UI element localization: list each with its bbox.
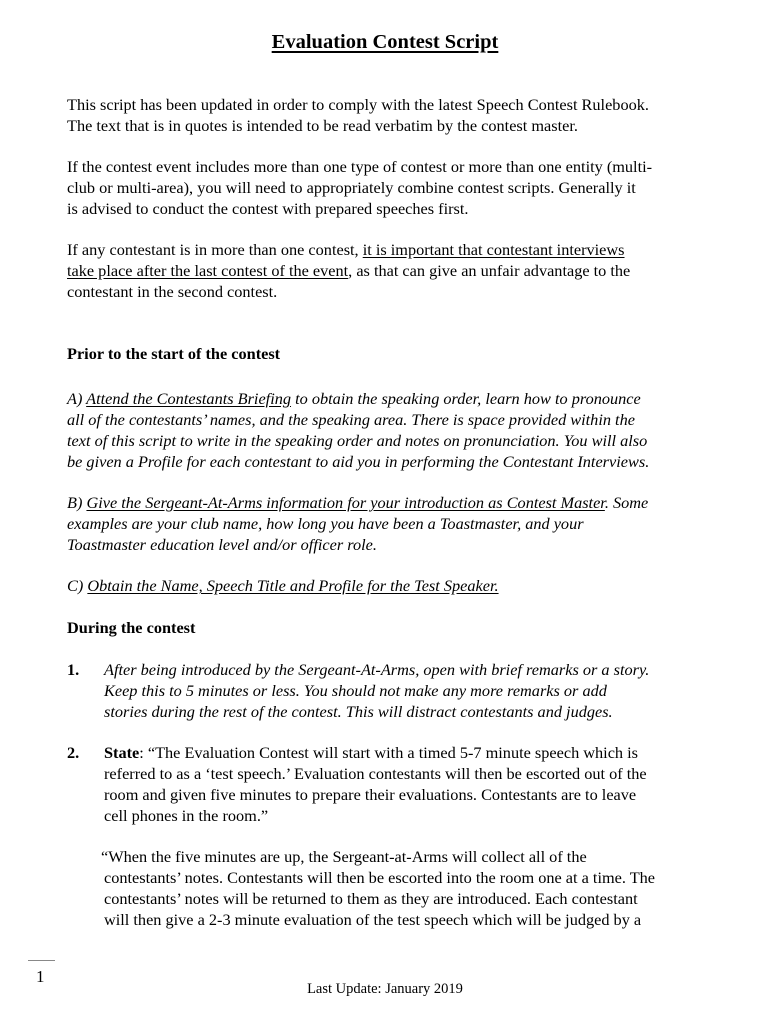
item-2-quote-line-3: contestants’ notes will be returned to them as they are introduced. Each contestant [104, 889, 638, 908]
page-number: 1 [36, 967, 45, 986]
item-2-line-3: room and given five minutes to prepare their evaluations. Contestants are to leave [104, 785, 637, 804]
item-b-line-1 [67, 495, 648, 511]
intro-p1-line-1: This script has been updated in order to comply with the latest Speech Contest Rulebook. [67, 95, 649, 114]
intro-p3-line-3: contestant in the second contest. [67, 282, 278, 301]
item-b-underlined: Give the Sergeant-At-Arms information for your introduction as Contest Master [86, 493, 605, 512]
item-b-text: . Some [604, 493, 649, 512]
intro-p3-underlined-1: it is important that contestant interviews [362, 240, 625, 259]
item-2-state-label: State [104, 743, 140, 762]
intro-p2-line-1: If the contest event includes more than one type of contest or more than one entity (multi- [67, 157, 653, 176]
intro-p2-line-2: club or multi-area), you will need to appropriately combine contest scripts. Generally it [67, 178, 636, 197]
item-b-line-3: Toastmaster education level and/or officer role. [67, 535, 377, 554]
item-1-number: 1. [67, 660, 80, 679]
item-2-quote-line-4: will then give a 2-3 minute evaluation of the test speech which will be judged by a [104, 910, 642, 929]
item-a-prefix: A) [67, 389, 87, 408]
item-2-number: 2. [67, 743, 80, 762]
intro-p1-line-2: The text that is in quotes is intended to be read verbatim by the contest master. [67, 116, 578, 135]
item-1-line-2: Keep this to 5 minutes or less. You should not make any more remarks or add [104, 681, 607, 700]
item-2-text: : “The Evaluation Contest will start with a timed 5-7 minute speech which is [139, 743, 638, 762]
page-title: Evaluation Contest Script [271, 31, 499, 53]
intro-p3-text-2: , as that can give an unfair advantage to the [348, 261, 631, 280]
item-b-line-2: examples are your club name, how long you have been a Toastmaster, and your [67, 514, 584, 533]
item-a-line-2: all of the contestants’ names, and the speaking area. There is space provided within the [67, 410, 635, 429]
item-c-line-1 [67, 578, 499, 594]
section-heading-during: During the contest [67, 618, 196, 637]
footer-last-update: Last Update: January 2019 [307, 981, 463, 997]
page-number-rule [28, 960, 55, 961]
item-a-line-3: text of this script to write in the speaking order and notes on pronunciation. You will also [67, 431, 648, 450]
item-1-line-1: After being introduced by the Sergeant-At-Arms, open with brief remarks or a story. [104, 660, 650, 679]
item-b-prefix: B) [67, 493, 87, 512]
intro-p3-text: If any contestant is in more than one contest, [67, 240, 363, 259]
section-heading-prior: Prior to the start of the contest [67, 344, 281, 363]
intro-p2-line-3: is advised to conduct the contest with prepared speeches first. [67, 199, 469, 218]
item-2-line-4: cell phones in the room.” [104, 806, 269, 825]
item-c-prefix: C) [67, 576, 88, 595]
item-2-quote-line-2: contestants’ notes. Contestants will then be escorted into the room one at a time. The [104, 868, 656, 887]
item-2-line-2: referred to as a ‘test speech.’ Evaluation contestants will then be escorted out of the [104, 764, 647, 783]
intro-p3-line-1 [67, 242, 625, 258]
item-a-line-1 [67, 391, 641, 407]
item-2-line-1 [104, 745, 638, 761]
item-1-line-3: stories during the rest of the contest. This will distract contestants and judges. [104, 702, 613, 721]
intro-p3-underlined-2: take place after the last contest of the event [67, 261, 349, 280]
item-c-underlined: Obtain the Name, Speech Title and Profile for the Test Speaker. [87, 576, 499, 595]
item-a-text: to obtain the speaking order, learn how to pronounce [291, 389, 641, 408]
intro-p3-line-2 [67, 263, 630, 279]
item-a-line-4: be given a Profile for each contestant to aid you in performing the Contestant Interviews. [67, 452, 650, 471]
item-2-quote-line-1: “When the five minutes are up, the Sergeant-at-Arms will collect all of the [101, 847, 587, 866]
item-a-underlined: Attend the Contestants Briefing [86, 389, 292, 408]
